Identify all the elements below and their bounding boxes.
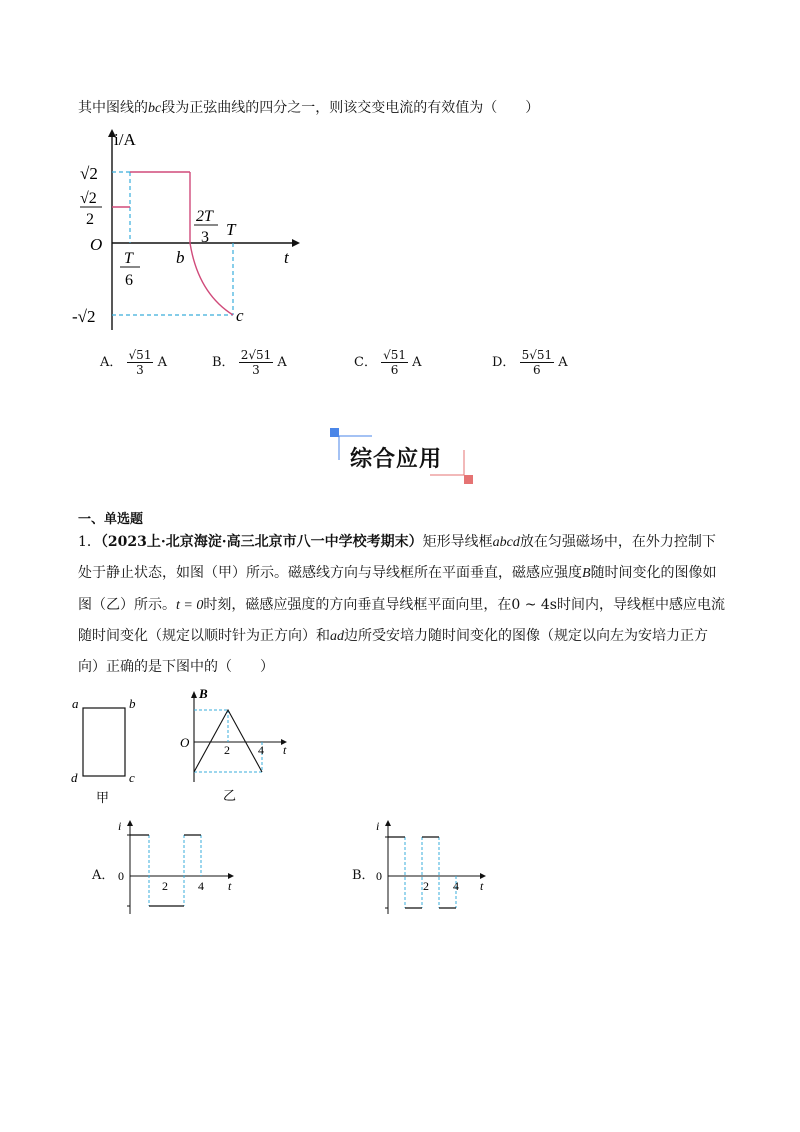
q1-y-neg-sqrt2: -√2 (72, 307, 96, 326)
optB-dashes (405, 837, 456, 908)
q1-option-a-unit: A (157, 355, 167, 370)
q1-option-a-letter: A． (100, 355, 123, 370)
fig-yi-origin: O (180, 735, 190, 750)
q1-option-a[interactable] (100, 348, 167, 377)
q1-option-d-letter: D． (492, 355, 516, 370)
q1-option-b[interactable] (212, 348, 287, 377)
q2-B: B (582, 566, 591, 581)
q2-line3-c: 时间内，导线框中感应电流 (556, 597, 725, 613)
banner-title: 综合应用 (350, 447, 443, 472)
q1-pt-b: b (176, 248, 185, 267)
optA-ylabel: i (118, 819, 122, 833)
fig-jia-caption: 甲 (96, 790, 110, 805)
q1-origin: O (90, 235, 103, 254)
fig-jia-c: c (129, 770, 135, 785)
q2-number: 1． (78, 534, 101, 550)
optA-zero: 0 (118, 869, 124, 883)
fig-yi (175, 688, 295, 808)
q2-line3-a: 图（乙）所示。 (78, 597, 176, 613)
q2-line2-a: 处于静止状态，如图（甲）所示。磁感线方向与导线框所在平面垂直，磁感应强度 (78, 565, 582, 581)
q2-abcd: abcd (492, 535, 520, 550)
q1-option-b-den: 3 (252, 363, 260, 377)
section-heading: 一、单选题 (78, 512, 144, 527)
q1-current-graph (70, 125, 310, 335)
optA-x2: 2 (162, 879, 168, 893)
fig-yi-xlabel: t (283, 743, 287, 757)
fig-yi-caption: 乙 (223, 788, 237, 803)
fig-yi-x2: 2 (224, 743, 230, 757)
q2-line3 (78, 595, 725, 616)
q1-stem-bc: bc (148, 101, 162, 116)
optA-xlabel: t (228, 879, 232, 893)
q2-range: 0 ~ 4s (511, 597, 557, 613)
q2-line3-b: 时刻，磁感应强度的方向垂直导线框平面向里，在 (203, 597, 512, 613)
q1-x-T: T (226, 220, 236, 239)
q2-line1-b: 放在匀强磁场中，在外力控制下 (519, 534, 716, 550)
q2-option-b-letter[interactable]: B． (352, 868, 375, 883)
q2-t0: t = 0 (176, 598, 204, 613)
q2-source: （2023上·北京海淀·高三北京市八一中学校考期末） (100, 534, 423, 550)
q1-option-b-letter: B． (212, 355, 235, 370)
banner-red-square (464, 475, 473, 484)
q1-option-b-unit: A (277, 355, 287, 370)
fig-yi-y-arrow (191, 691, 197, 698)
q1-option-c-den: 6 (390, 363, 399, 377)
q1-option-c-letter: C． (354, 355, 377, 370)
q1-x-T6-den: 6 (125, 272, 133, 289)
q1-pt-c: c (236, 306, 244, 325)
optB-y-arrow (385, 820, 391, 826)
q2-line4 (78, 626, 708, 647)
optA-dashes (149, 835, 201, 906)
optA-y-arrow (127, 820, 133, 826)
q1-option-c[interactable] (354, 348, 422, 377)
q1-option-b-frac (239, 348, 274, 377)
q2-line1 (78, 532, 716, 553)
q2-option-b-graph[interactable] (370, 818, 500, 918)
q1-stem-suffix: 段为正弦曲线的四分之一，则该交变电流的有效值为（ ） (161, 100, 540, 116)
q2-line5: 向）正确的是下图中的（ ） (78, 659, 274, 675)
q1-option-a-den: 3 (136, 363, 144, 377)
q1-stem (78, 98, 539, 119)
q1-option-b-num: 2√51 (240, 348, 272, 362)
q1-option-c-num: √51 (383, 348, 407, 362)
q2-line2-b: 随时间变化的图像如 (590, 565, 717, 581)
q1-y-label: i/A (114, 130, 136, 149)
q2-option-a-graph[interactable] (112, 818, 242, 918)
q1-x-2T3-num: 2T (196, 208, 213, 225)
q1-option-d-num: 5√51 (521, 348, 553, 362)
fig-jia-a: a (72, 696, 79, 711)
q2-line1-a: 矩形导线框 (422, 534, 493, 550)
q1-option-c-frac (381, 348, 408, 377)
q1-x-arrow (292, 239, 300, 247)
fig-jia-b: b (129, 696, 136, 711)
q1-option-d-unit: A (558, 355, 568, 370)
q2-line2 (78, 563, 717, 584)
banner-blue-square (330, 428, 339, 437)
fig-yi-ylabel: B (199, 688, 208, 701)
q1-option-a-num: √51 (128, 348, 152, 362)
q2-line4-b: 边所受安培力随时间变化的图像（规定以向左为安培力正方 (344, 628, 708, 644)
q2-ad: ad (330, 629, 344, 644)
optB-x4: 4 (453, 879, 459, 893)
fig-jia (66, 690, 156, 808)
optB-zero: 0 (376, 869, 382, 883)
q2-line4-a: 随时间变化（规定以顺时针为正方向）和 (78, 628, 330, 644)
q2-option-a-letter[interactable]: A． (92, 868, 115, 883)
q1-option-a-frac (127, 348, 154, 377)
q1-x-T6-num: T (124, 250, 133, 267)
fig-yi-dashes (194, 710, 262, 772)
fig-yi-x4: 4 (258, 743, 264, 757)
fig-jia-rect (83, 708, 125, 776)
fig-jia-d: d (71, 770, 78, 785)
q1-option-d-frac (520, 348, 555, 377)
q1-x-2T3-den: 3 (201, 229, 209, 246)
q1-y-half-den: 2 (86, 211, 94, 228)
optB-xlabel: t (480, 879, 484, 893)
q1-x-label: t (284, 248, 289, 267)
q1-option-d[interactable] (492, 348, 568, 377)
optB-ylabel: i (376, 819, 380, 833)
q1-option-c-unit: A (412, 355, 422, 370)
q1-y-sqrt2: √2 (80, 164, 98, 183)
q1-stem-prefix: 其中图线的 (78, 100, 148, 116)
optA-x4: 4 (198, 879, 204, 893)
optB-x2: 2 (423, 879, 429, 893)
q1-y-half-num: √2 (80, 190, 97, 207)
optA-waveform (130, 835, 201, 906)
q1-option-d-den: 6 (533, 363, 541, 377)
